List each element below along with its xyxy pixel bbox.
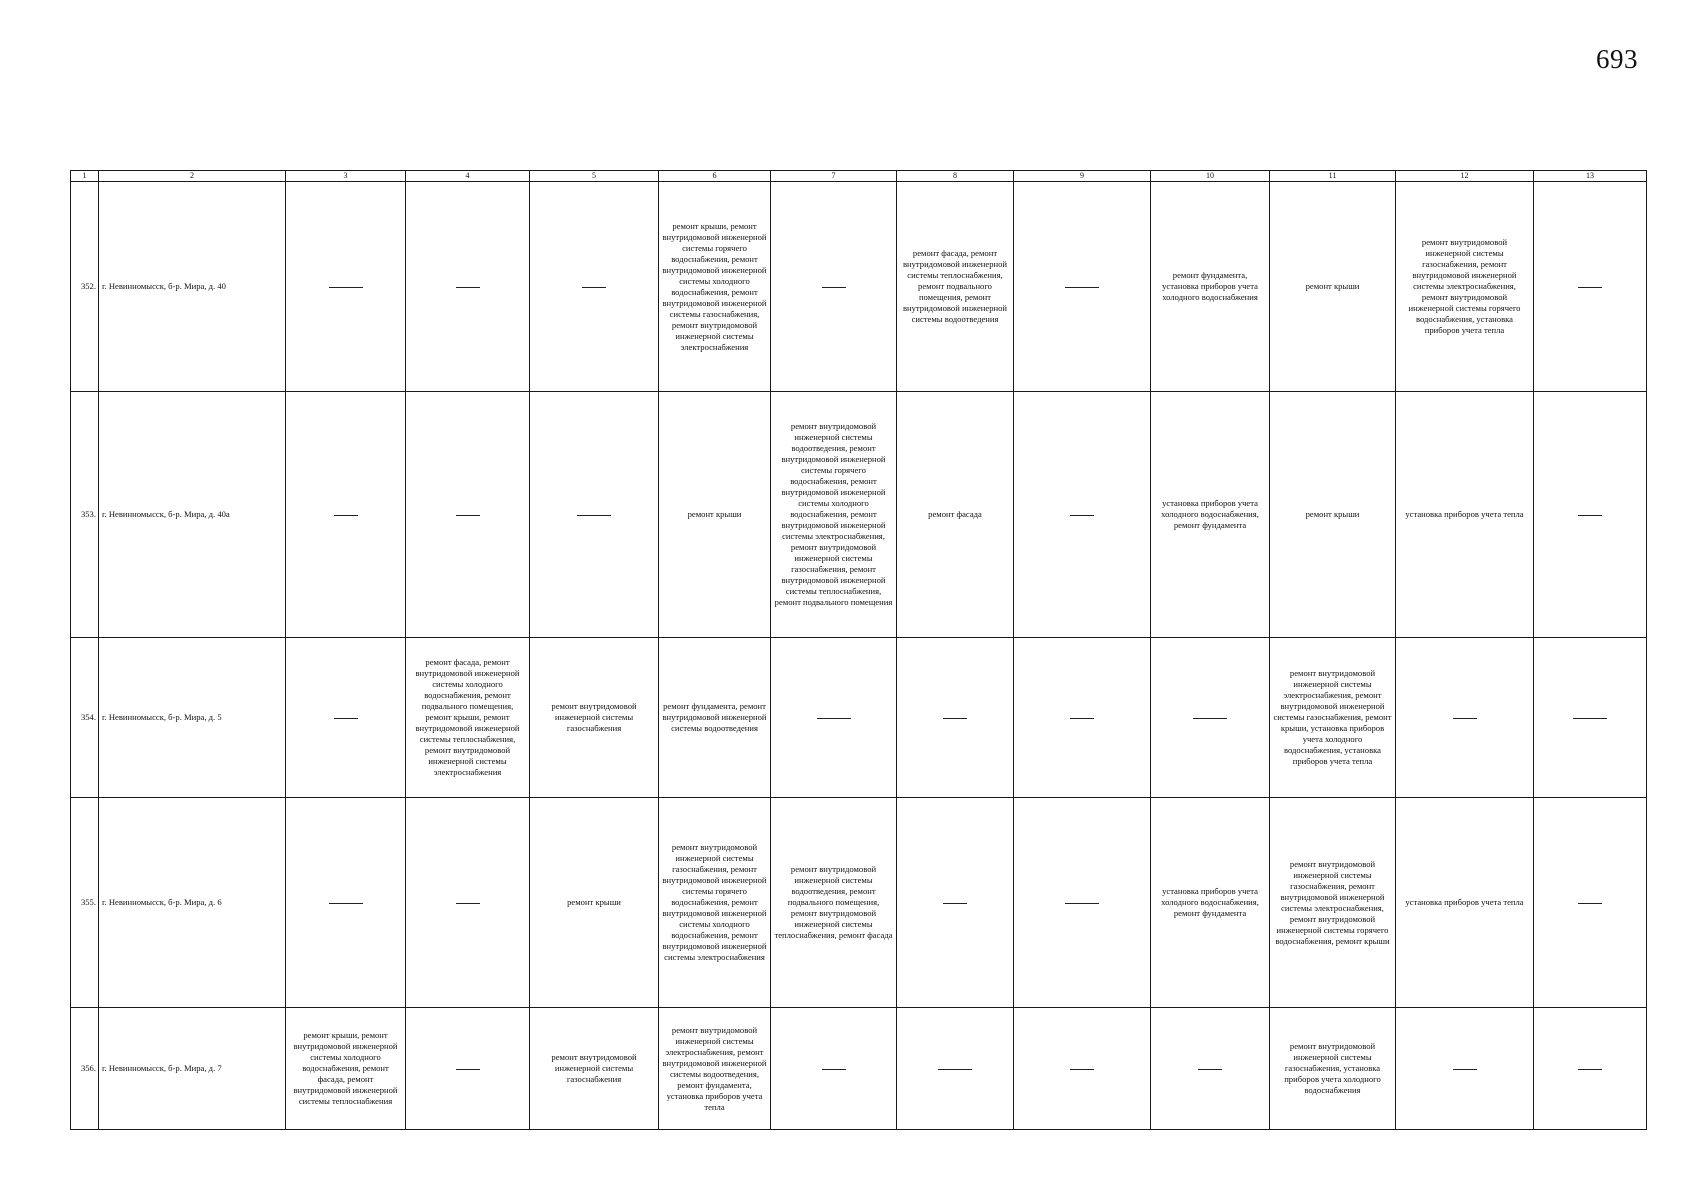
empty-cell	[1014, 798, 1151, 1008]
column-header: 13	[1534, 171, 1647, 182]
dash-mark	[1573, 718, 1607, 719]
row-number: 354.	[71, 638, 99, 798]
table-row	[71, 638, 1647, 798]
work-cell: ремонт фундамента, ремонт внутридомовой инженерной системы водоотведения	[659, 638, 771, 798]
row-number: 355.	[71, 798, 99, 1008]
work-cell: установка приборов учета холодного водоснабжения, ремонт фундамента	[1151, 798, 1270, 1008]
work-cell: ремонт фасада, ремонт внутридомовой инженерной системы теплоснабжения, ремонт подвального помещения, ремонт внутридомовой инженерной системы водоотведения	[897, 182, 1014, 392]
work-cell: ремонт крыши	[1270, 392, 1396, 638]
column-header: 12	[1396, 171, 1534, 182]
empty-cell	[771, 1008, 897, 1130]
empty-cell	[1534, 392, 1647, 638]
column-header: 4	[406, 171, 530, 182]
work-cell: ремонт внутридомовой инженерной системы электроснабжения, ремонт внутридомовой инженерной системы газоснабжения, ремонт крыши, установка приборов учета холодного водоснабжения, установка приборов учета тепла	[1270, 638, 1396, 798]
empty-cell	[406, 392, 530, 638]
work-cell: ремонт крыши	[530, 798, 659, 1008]
empty-cell	[286, 182, 406, 392]
column-header: 10	[1151, 171, 1270, 182]
work-cell: ремонт внутридомовой инженерной системы газоснабжения, ремонт внутридомовой инженерной системы электроснабжения, ремонт внутридомовой инженерной системы горячего водоснабжения, установка приборов учета тепла	[1396, 182, 1534, 392]
address-cell: г. Невинномысск, б-р. Мира, д. 6	[99, 798, 286, 1008]
address-cell: г. Невинномысск, б-р. Мира, д. 40а	[99, 392, 286, 638]
empty-cell	[771, 638, 897, 798]
empty-cell	[897, 638, 1014, 798]
dash-mark	[943, 903, 967, 904]
dash-mark	[1453, 1069, 1477, 1070]
empty-cell	[406, 1008, 530, 1130]
address-cell: г. Невинномысск, б-р. Мира, д. 5	[99, 638, 286, 798]
empty-cell	[530, 392, 659, 638]
work-cell: ремонт крыши	[659, 392, 771, 638]
work-cell: ремонт внутридомовой инженерной системы водоотведения, ремонт внутридомовой инженерной системы горячего водоснабжения, ремонт внутридомовой инженерной системы холодного водоснабжения, ремонт внутридомовой инженерной системы электроснабжения, ремонт внутридомовой инженерной системы газоснабжения, ремонт внутридомовой инженерной системы теплоснабжения, ремонт подвального помещения	[771, 392, 897, 638]
page-number: 693	[1596, 44, 1638, 74]
dash-mark	[1193, 718, 1227, 719]
column-number-header-row	[71, 171, 1647, 182]
dash-mark	[1578, 1069, 1602, 1070]
empty-cell	[1534, 1008, 1647, 1130]
column-header: 1	[71, 171, 99, 182]
dash-mark	[329, 287, 363, 288]
dash-mark	[1198, 1069, 1222, 1070]
dash-mark	[1065, 903, 1099, 904]
work-cell: ремонт внутридомовой инженерной системы газоснабжения	[530, 1008, 659, 1130]
dash-mark	[1070, 718, 1094, 719]
column-header: 5	[530, 171, 659, 182]
dash-mark	[456, 903, 480, 904]
dash-mark	[1578, 515, 1602, 516]
column-header: 11	[1270, 171, 1396, 182]
dash-mark	[822, 287, 846, 288]
table-row	[71, 798, 1647, 1008]
empty-cell	[1396, 638, 1534, 798]
empty-cell	[286, 392, 406, 638]
work-cell: ремонт внутридомовой инженерной системы газоснабжения, установка приборов учета холодного водоснабжения	[1270, 1008, 1396, 1130]
empty-cell	[1014, 392, 1151, 638]
empty-cell	[1534, 798, 1647, 1008]
empty-cell	[286, 798, 406, 1008]
work-cell: установка приборов учета тепла	[1396, 798, 1534, 1008]
row-number: 353.	[71, 392, 99, 638]
table-row	[71, 392, 1647, 638]
empty-cell	[1014, 638, 1151, 798]
column-header: 8	[897, 171, 1014, 182]
work-cell: ремонт фундамента, установка приборов учета холодного водоснабжения	[1151, 182, 1270, 392]
work-cell: ремонт крыши, ремонт внутридомовой инженерной системы горячего водоснабжения, ремонт внутридомовой инженерной системы холодного водоснабжения, ремонт внутридомовой инженерной системы газоснабжения, ремонт внутридомовой инженерной системы электроснабжения	[659, 182, 771, 392]
empty-cell	[286, 638, 406, 798]
dash-mark	[943, 718, 967, 719]
repair-schedule-table	[70, 170, 1647, 1130]
work-cell: установка приборов учета холодного водоснабжения, ремонт фундамента	[1151, 392, 1270, 638]
empty-cell	[1014, 1008, 1151, 1130]
dash-mark	[822, 1069, 846, 1070]
empty-cell	[1534, 638, 1647, 798]
dash-mark	[334, 515, 358, 516]
row-number: 356.	[71, 1008, 99, 1130]
work-cell: ремонт внутридомовой инженерной системы электроснабжения, ремонт внутридомовой инженерной системы водоотведения, ремонт фундамента, установка приборов учета тепла	[659, 1008, 771, 1130]
dash-mark	[329, 903, 363, 904]
dash-mark	[1065, 287, 1099, 288]
column-header: 2	[99, 171, 286, 182]
dash-mark	[456, 515, 480, 516]
empty-cell	[1151, 1008, 1270, 1130]
column-header: 6	[659, 171, 771, 182]
empty-cell	[897, 1008, 1014, 1130]
dash-mark	[456, 287, 480, 288]
empty-cell	[406, 182, 530, 392]
empty-cell	[530, 182, 659, 392]
empty-cell	[1396, 1008, 1534, 1130]
work-cell: ремонт внутридомовой инженерной системы газоснабжения, ремонт внутридомовой инженерной системы электроснабжения, ремонт внутридомовой инженерной системы горячего водоснабжения, ремонт крыши	[1270, 798, 1396, 1008]
table-row	[71, 182, 1647, 392]
dash-mark	[1578, 287, 1602, 288]
work-cell: ремонт внутридомовой инженерной системы газоснабжения	[530, 638, 659, 798]
address-cell: г. Невинномысск, б-р. Мира, д. 7	[99, 1008, 286, 1130]
work-cell: ремонт крыши	[1270, 182, 1396, 392]
empty-cell	[1151, 638, 1270, 798]
address-cell: г. Невинномысск, б-р. Мира, д. 40	[99, 182, 286, 392]
column-header: 3	[286, 171, 406, 182]
work-cell: установка приборов учета тепла	[1396, 392, 1534, 638]
work-cell: ремонт внутридомовой инженерной системы водоотведения, ремонт подвального помещения, ремонт внутридомовой инженерной системы теплоснабжения, ремонт фасада	[771, 798, 897, 1008]
dash-mark	[1070, 515, 1094, 516]
dash-mark	[456, 1069, 480, 1070]
row-number: 352.	[71, 182, 99, 392]
work-cell: ремонт фасада	[897, 392, 1014, 638]
table-row	[71, 1008, 1647, 1130]
empty-cell	[897, 798, 1014, 1008]
empty-cell	[1014, 182, 1151, 392]
dash-mark	[1070, 1069, 1094, 1070]
dash-mark	[577, 515, 611, 516]
dash-mark	[938, 1069, 972, 1070]
dash-mark	[1578, 903, 1602, 904]
empty-cell	[406, 798, 530, 1008]
dash-mark	[582, 287, 606, 288]
column-header: 9	[1014, 171, 1151, 182]
work-cell: ремонт крыши, ремонт внутридомовой инженерной системы холодного водоснабжения, ремонт фасада, ремонт внутридомовой инженерной системы теплоснабжения	[286, 1008, 406, 1130]
empty-cell	[771, 182, 897, 392]
dash-mark	[334, 718, 358, 719]
work-cell: ремонт внутридомовой инженерной системы газоснабжения, ремонт внутридомовой инженерной системы горячего водоснабжения, ремонт внутридомовой инженерной системы холодного водоснабжения, ремонт внутридомовой инженерной системы электроснабжения	[659, 798, 771, 1008]
dash-mark	[817, 718, 851, 719]
empty-cell	[1534, 182, 1647, 392]
work-cell: ремонт фасада, ремонт внутридомовой инженерной системы холодного водоснабжения, ремонт подвального помещения, ремонт крыши, ремонт внутридомовой инженерной системы теплоснабжения, ремонт внутридомовой инженерной системы электроснабжения	[406, 638, 530, 798]
dash-mark	[1453, 718, 1477, 719]
column-header: 7	[771, 171, 897, 182]
